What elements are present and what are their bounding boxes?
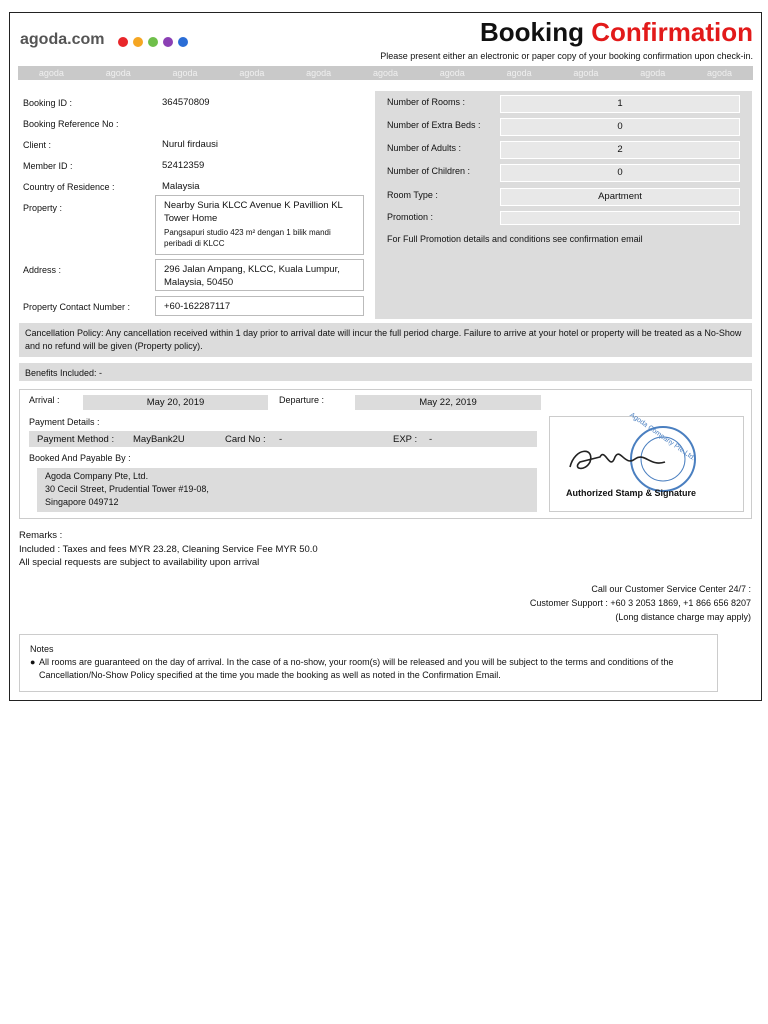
client-label: Client : — [23, 140, 52, 150]
promotion-note: For Full Promotion details and conditions see confirmation email — [387, 234, 643, 244]
logo-dot-1 — [133, 37, 143, 47]
page-subtitle: Please present either an electronic or paper copy of your booking confirmation upon check-in. — [380, 51, 753, 61]
support-line-3: (Long distance charge may apply) — [615, 612, 751, 622]
children-value: 0 — [500, 164, 740, 182]
agoda-logo: agoda.com — [20, 31, 105, 48]
payment-method-row — [29, 431, 537, 447]
member-id-label: Member ID : — [23, 161, 73, 171]
customer-support-block — [530, 582, 751, 624]
company-street: 30 Cecil Street, Prudential Tower #19-08, — [45, 484, 209, 494]
notes-text: All rooms are guaranteed on the day of arrival. In the case of a no-show, your room(s) will be released and you will be subject to the terms and conditions of the Cancellation/No-Show Policy specified at the time you made the booking as well as noted in the Confirmation Email. — [39, 657, 674, 680]
support-phone: Customer Support : +60 3 2053 1869, +1 866 656 8207 — [529, 598, 751, 608]
bullet-icon: ● — [30, 657, 36, 667]
departure-date: May 22, 2019 — [355, 395, 541, 410]
strip-word: agoda — [707, 68, 733, 78]
room-type-value: Apartment — [500, 188, 740, 206]
rooms-value: 1 — [500, 95, 740, 113]
notes-box — [19, 634, 718, 692]
stamp-label: Authorized Stamp & Signature — [566, 488, 697, 498]
adults-value: 2 — [500, 141, 740, 159]
property-box — [155, 195, 364, 255]
property-description: Pangsapuri studio 423 m² dengan 1 bilik mandi peribadi di KLCC — [164, 228, 331, 248]
notes-title: Notes — [30, 644, 54, 654]
children-label: Number of Children : — [387, 166, 471, 176]
room-type-label: Room Type : — [387, 190, 438, 200]
title-booking: Booking — [480, 17, 584, 47]
page-title — [480, 17, 753, 48]
card-number-value: - — [279, 434, 283, 445]
rooms-label: Number of Rooms : — [387, 97, 466, 107]
payment-details-label: Payment Details : — [29, 417, 100, 427]
address-label: Address : — [23, 265, 62, 275]
address-value: 296 Jalan Ampang, KLCC, Kuala Lumpur, Malaysia, 50450 — [155, 259, 364, 291]
arrival-label: Arrival : — [29, 395, 60, 405]
booked-by-label: Booked And Payable By : — [29, 453, 131, 463]
strip-word: agoda — [439, 68, 465, 78]
remarks-block — [19, 529, 318, 570]
payment-method-value: MayBank2U — [133, 434, 185, 445]
extra-beds-label: Number of Extra Beds : — [387, 120, 481, 130]
client-value: Nurul firdausi — [162, 139, 218, 150]
strip-word: agoda — [172, 68, 198, 78]
booking-id-value: 364570809 — [162, 97, 210, 108]
card-number-label: Card No : — [225, 434, 266, 445]
departure-label: Departure : — [279, 395, 325, 405]
adults-label: Number of Adults : — [387, 143, 462, 153]
logo-dot-0 — [118, 37, 128, 47]
agoda-strip — [18, 66, 753, 80]
logo-dot-3 — [163, 37, 173, 47]
promotion-value — [500, 211, 740, 225]
remarks-label: Remarks : — [19, 530, 63, 541]
member-id-value: 52412359 — [162, 160, 205, 171]
country-label: Country of Residence : — [23, 182, 115, 192]
strip-word: agoda — [506, 68, 532, 78]
logo-dot-4 — [178, 37, 188, 47]
strip-word: agoda — [573, 68, 599, 78]
logo-dot-2 — [148, 37, 158, 47]
company-name: Agoda Company Pte, Ltd. — [45, 471, 149, 481]
payment-method-label: Payment Method : — [37, 434, 115, 445]
country-value: Malaysia — [162, 181, 200, 192]
strip-word: agoda — [640, 68, 666, 78]
expiry-label: EXP : — [393, 434, 418, 445]
booking-confirmation-document — [9, 12, 762, 701]
strip-word: agoda — [239, 68, 265, 78]
expiry-value: - — [429, 434, 433, 445]
property-contact-label: Property Contact Number : — [23, 302, 131, 312]
logo-dots — [118, 37, 188, 47]
notes-item — [30, 656, 707, 682]
cancellation-policy: Cancellation Policy: Any cancellation received within 1 day prior to arrival date will incur the full period charge. Failure to arrive at your hotel or property will be treated as a No-Show and no refund will be given (Property policy). — [19, 323, 752, 357]
booking-reference-label: Booking Reference No : — [23, 119, 119, 129]
property-label: Property : — [23, 203, 63, 213]
strip-word: agoda — [105, 68, 131, 78]
extra-beds-value: 0 — [500, 118, 740, 136]
strip-word: agoda — [38, 68, 64, 78]
promotion-label: Promotion : — [387, 212, 434, 222]
property-name: Nearby Suria KLCC Avenue K Pavillion KL Tower Home — [164, 200, 343, 224]
title-confirmation: Confirmation — [591, 17, 753, 47]
booked-by-address — [37, 468, 537, 512]
benefits-included: Benefits Included: - — [19, 363, 752, 381]
stamp-box — [549, 411, 744, 512]
strip-word: agoda — [306, 68, 332, 78]
support-line-1: Call our Customer Service Center 24/7 : — [591, 584, 751, 594]
room-details-panel — [375, 91, 752, 319]
company-city: Singapore 049712 — [45, 497, 119, 507]
stamp-text: Agoda Company Pte.Ltd. — [628, 411, 697, 463]
booking-id-label: Booking ID : — [23, 98, 73, 108]
strip-word: agoda — [372, 68, 398, 78]
remarks-fees: Included : Taxes and fees MYR 23.28, Cleaning Service Fee MYR 50.0 — [19, 543, 318, 555]
arrival-date: May 20, 2019 — [83, 395, 268, 410]
remarks-requests: All special requests are subject to availability upon arrival — [19, 557, 260, 568]
property-contact-value: +60-162287117 — [155, 296, 364, 316]
